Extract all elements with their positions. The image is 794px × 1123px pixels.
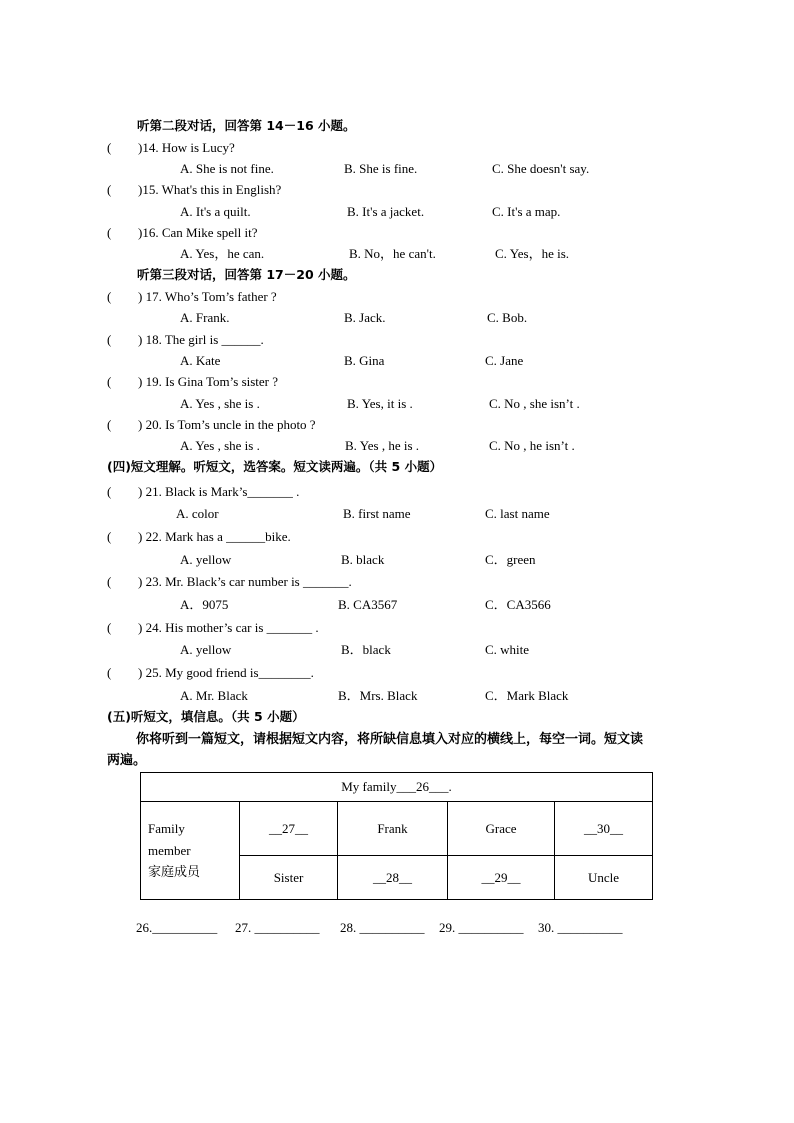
cell-frank: Frank [338,802,448,856]
section-5-title: (五)听短文，填信息。（共 5 小题） [107,709,305,724]
option-b: B. CA3567 [338,597,398,612]
option-c: C. Jane [485,353,524,368]
option-a: A. Kate [180,353,221,368]
option-a: A. Frank. [180,310,230,325]
option-c: C．CA3566 [485,597,551,612]
answer-paren[interactable]: ( [107,374,112,389]
option-a: A. Mr. Black [180,688,248,703]
option-c: C. It's a map. [492,204,561,219]
option-b: B. black [341,552,385,567]
option-c: C. last name [485,506,550,521]
header-part3: 听第三段对话，回答第 17－20 小题。 [137,267,356,282]
table-title: My family___26___. [141,773,653,802]
option-b: B．Mrs. Black [338,688,418,703]
question-stem: ) 21. Black is Mark’s_______ . [138,484,300,499]
cell-grace: Grace [448,802,555,856]
question-stem: ) 20. Is Tom’s uncle in the photo ? [138,417,316,432]
question-stem: ) 18. The girl is ______. [138,332,264,347]
answer-paren[interactable]: ( [107,140,112,155]
answer-line-27[interactable]: 27. __________ [235,920,320,935]
answer-line-30[interactable]: 30. __________ [538,920,623,935]
answer-paren[interactable]: ( [107,182,112,197]
blank-26[interactable]: ___26___ [396,779,449,794]
option-a: A. Yes , she is . [180,396,260,411]
answer-line-28[interactable]: 28. __________ [340,920,425,935]
question-stem: ) 23. Mr. Black’s car number is _______. [138,574,352,589]
question-stem: ) 22. Mark has a ______bike. [138,529,291,544]
answer-paren[interactable]: ( [107,289,112,304]
answer-line-29[interactable]: 29. __________ [439,920,524,935]
option-c: C. No , he isn’t . [489,438,575,453]
option-b: B. first name [343,506,411,521]
option-b: B. Gina [344,353,385,368]
option-a: A. color [176,506,219,521]
option-c: C. Bob. [487,310,528,325]
answer-paren[interactable]: ( [107,529,112,544]
blank-28[interactable]: __28__ [338,856,448,900]
cell-sister: Sister [240,856,338,900]
answer-paren[interactable]: ( [107,484,112,499]
option-a: A．9075 [180,597,229,612]
option-a: A. It's a quilt. [180,204,251,219]
answer-line-26[interactable]: 26.__________ [136,920,218,935]
option-a: A. She is not fine. [180,161,274,176]
option-a: A. yellow [180,552,232,567]
option-c: C．Mark Black [485,688,569,703]
question-stem: )16. Can Mike spell it? [138,225,258,240]
question-stem: ) 24. His mother’s car is _______ . [138,620,319,635]
question-stem: )15. What's this in English? [138,182,282,197]
section-5-instructions-line2: 两遍。 [107,753,147,768]
option-b: B. Yes , he is . [345,438,420,453]
question-stem: ) 17. Who’s Tom’s father ? [138,289,277,304]
answer-paren[interactable]: ( [107,225,112,240]
blank-30[interactable]: __30__ [555,802,653,856]
option-c: C. She doesn't say. [492,161,590,176]
question-stem: )14. How is Lucy? [138,140,235,155]
section-4-title: (四)短文理解。听短文，选答案。短文读两遍。（共 5 小题） [107,459,443,474]
option-a: A. Yes，he can. [180,246,265,261]
family-table [140,772,653,900]
option-c: C. white [485,642,530,657]
cell-uncle: Uncle [555,856,653,900]
option-b: B. She is fine. [344,161,418,176]
answer-paren[interactable]: ( [107,574,112,589]
header-part2: 听第二段对话，回答第 14－16 小题。 [137,118,356,133]
answer-paren[interactable]: ( [107,332,112,347]
option-b: B．black [341,642,391,657]
family-member-label: Family member 家庭成员 [141,802,240,900]
answer-paren[interactable]: ( [107,665,112,680]
answer-paren[interactable]: ( [107,620,112,635]
blank-29[interactable]: __29__ [448,856,555,900]
option-c: C．green [485,552,536,567]
option-a: A. yellow [180,642,232,657]
option-c: C. Yes，he is. [495,246,570,261]
option-b: B. Yes, it is . [347,396,413,411]
option-b: B. Jack. [344,310,386,325]
section-5-instructions-line1: 你将听到一篇短文，请根据短文内容，将所缺信息填入对应的横线上，每空一词。短文读 [136,732,644,747]
blank-27[interactable]: __27__ [240,802,338,856]
answer-paren[interactable]: ( [107,417,112,432]
option-b: B. It's a jacket. [347,204,425,219]
option-a: A. Yes , she is . [180,438,260,453]
option-b: B. No，he can't. [349,246,436,261]
question-stem: ) 19. Is Gina Tom’s sister ? [138,374,279,389]
option-c: C. No , she isn’t . [489,396,580,411]
question-stem: ) 25. My good friend is________. [138,665,314,680]
